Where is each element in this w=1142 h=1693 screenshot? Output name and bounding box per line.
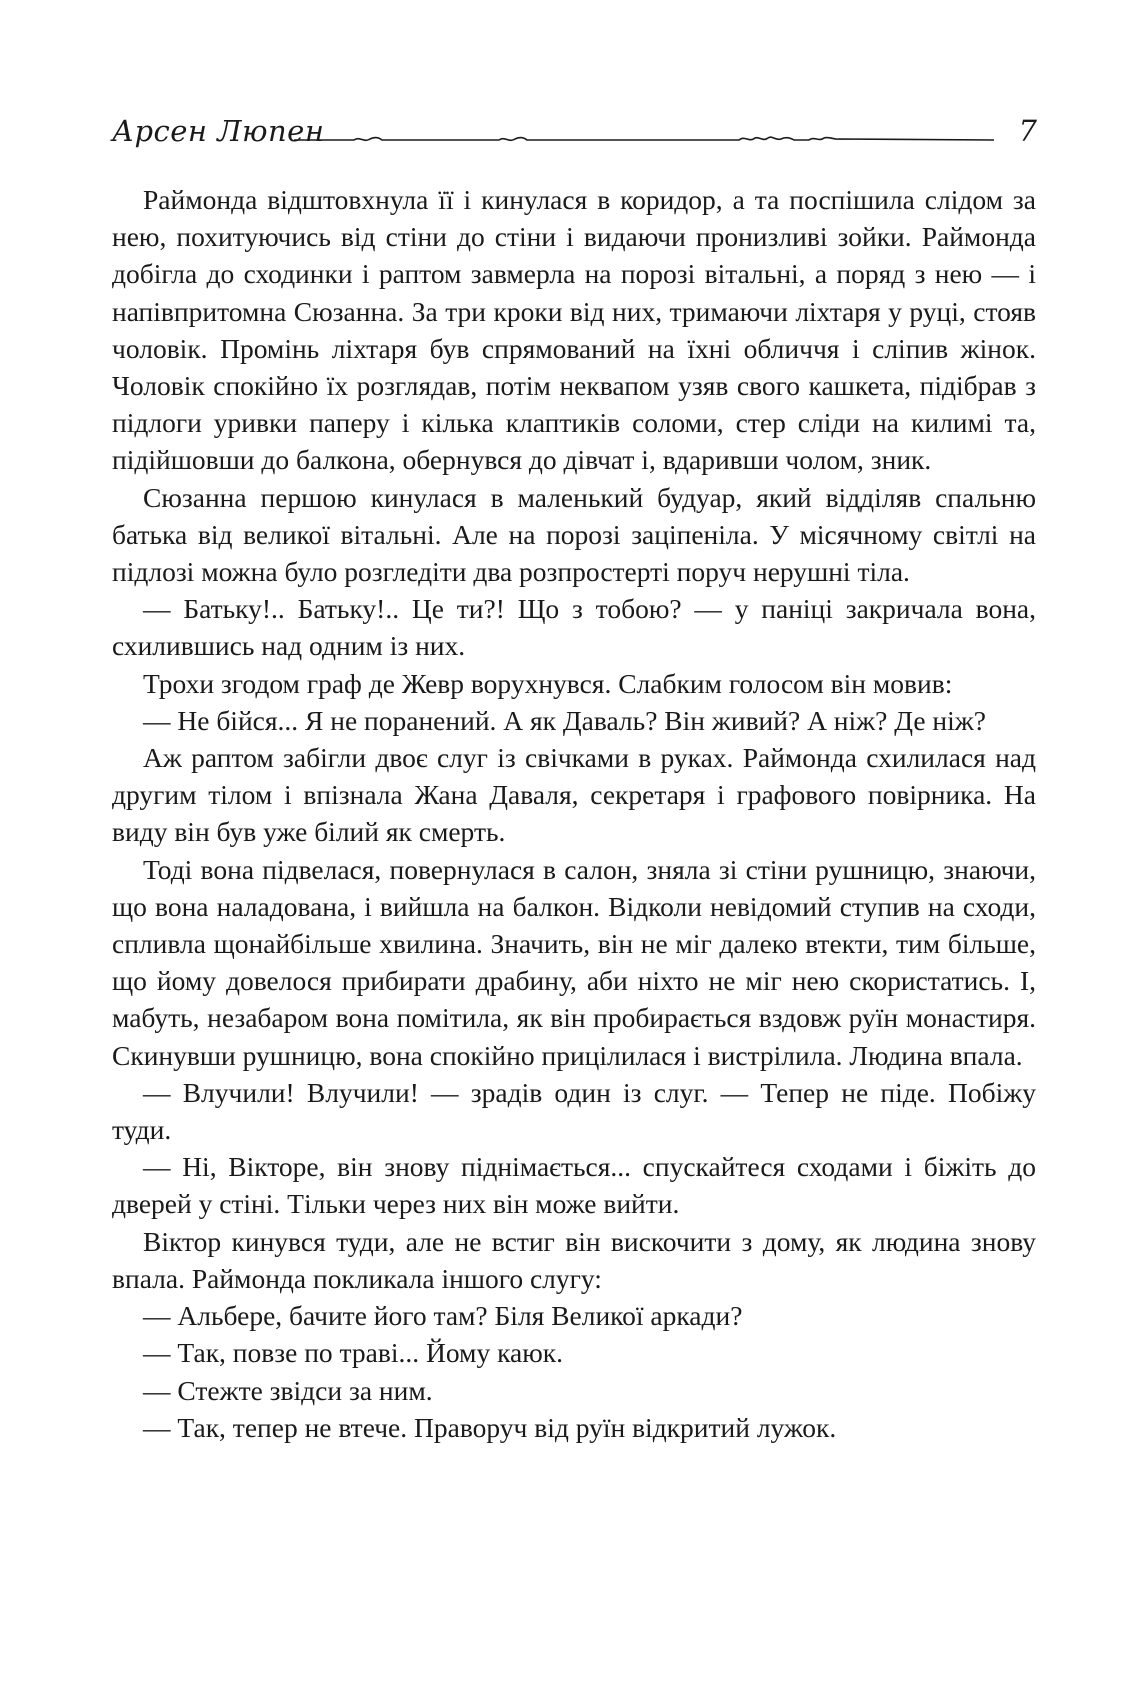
paragraph: Тоді вона підвелася, повернулася в салон, зняла зі стіни рушницю, знаючи, що вона наладована, і вийшла на балкон. Відколи невідомий ступив на сходи, спливла щонайбільше хвилина. Значить, він не міг далеко втекти, тим більше, що йому довелося прибирати драбину, аби ніхто не міг нею скористатись. І, мабуть, незабаром вона помітила, як він пробирається вздовж руїн монастиря. Скинувши рушницю, вона спокійно прицілилася і вистрілила. Людина впала. (112, 853, 1036, 1071)
paragraph: — Не бійся... Я не поранений. А як Даваль? Він живий? А ніж? Де ніж? (143, 704, 986, 736)
running-header (112, 108, 1037, 158)
page-number: 7 (1018, 114, 1037, 148)
paragraph: — Стежте звідси за ним. (143, 1374, 433, 1406)
body-text (112, 181, 1036, 1446)
paragraph: — Батьку!.. Батьку!.. Це ти?! Що з тобою? — у паніці закричала вона, схилившись над одним із них. (112, 593, 1036, 662)
paragraph: — Альбере, бачите його там? Біля Великої аркади? (143, 1300, 743, 1332)
paragraph: Аж раптом забігли двоє слуг із свічками в руках. Раймонда схилилася над другим тілом і впізнала Жана Даваля, секретаря і графового повірника. На виду він був уже білий як смерть. (112, 742, 1036, 848)
running-header-title: Арсен Люпен (112, 114, 325, 148)
paragraph: Трохи згодом граф де Жевр ворухнувся. Слабким голосом він мовив: (143, 667, 953, 699)
paragraph: Сюзанна першою кинулася в маленький будуар, який відділяв спальню батька від великої вітальні. Але на порозі заціпеніла. У місячному світлі на підлозі можна було розгледіти два розпростерті поруч нерушні тіла. (112, 481, 1036, 588)
decorative-flourish-line (294, 126, 994, 150)
paragraph: Раймонда відштовхнула її і кинулася в коридор, а та поспішила слідом за нею, похитуючись від стіни до стіни і видаючи пронизливі зойки. Раймонда добігла до сходинки і раптом завмерла на порозі вітальні, а поряд з нею — і напівпритомна Сюзанна. За три кроки від них, тримаючи ліхтаря у руці, стояв чоловік. Промінь ліхтаря був спрямований на їхні обличчя і сліпив жінок. Чоловік спокійно їх розглядав, потім неквапом узяв свого кашкета, підібрав з підлоги уривки паперу і кілька клаптиків соломи, стер сліди на килимі та, підійшовши до балкона, обернувся до дівчат і, вдаривши чолом, зник. (112, 184, 1036, 476)
paragraph: Віктор кинувся туди, але не встиг він вискочити з дому, як людина знову впала. Раймонда покликала іншого слугу: (112, 1225, 1036, 1294)
paragraph: — Ні, Вікторе, він знову піднімається... спускайтеся сходами і біжіть до дверей у стіні. Тільки через них він може вийти. (112, 1151, 1036, 1220)
paragraph: — Так, тепер не втече. Праворуч від руїн відкритий лужок. (143, 1411, 837, 1443)
paragraph: — Так, повзе по траві... Йому каюк. (143, 1337, 564, 1369)
paragraph: — Влучили! Влучили! — зрадів один із слуг. — Тепер не піде. Побіжу туди. (112, 1076, 1036, 1146)
